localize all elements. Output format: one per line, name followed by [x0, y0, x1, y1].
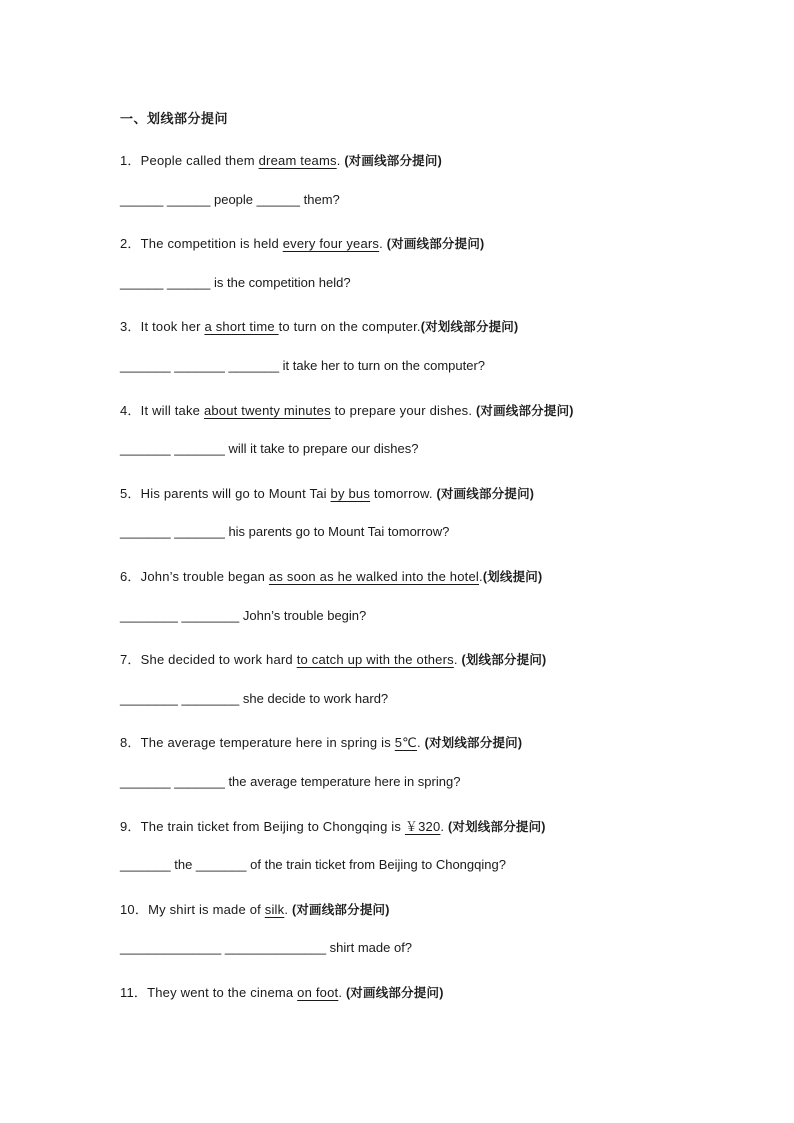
question-number: 4． — [120, 403, 141, 418]
answer-line-6: ________ ________ John’s trouble begin? — [120, 608, 367, 623]
question-text-after: tomorrow. — [370, 486, 437, 501]
answer-line-9: _______ the _______ of the train ticket from Beijing to Chongqing? — [120, 857, 506, 872]
section-title: 一、划线部分提问 — [120, 111, 229, 126]
question-text: The train ticket from Beijing to Chongqing is — [140, 819, 405, 834]
question-7 — [120, 649, 546, 668]
underlined-phrase: to catch up with the others — [296, 652, 454, 667]
question-8 — [120, 732, 522, 751]
answer-line-7: ________ ________ she decide to work hard? — [120, 691, 389, 706]
underlined-phrase: every four years — [282, 236, 380, 251]
question-number: 8． — [120, 735, 141, 750]
question-number: 3． — [120, 319, 141, 334]
question-text-after: . — [284, 902, 292, 917]
question-number: 5． — [120, 486, 141, 501]
question-11 — [120, 982, 444, 1001]
question-text-after: . — [479, 569, 483, 584]
underlined-phrase: 5℃ — [394, 735, 417, 750]
question-text: People called them — [140, 153, 259, 168]
question-text: His parents will go to Mount Tai — [140, 486, 331, 501]
answer-line-4: _______ _______ will it take to prepare our dishes? — [120, 441, 419, 456]
underlined-phrase: ￥320 — [404, 819, 441, 834]
underlined-phrase: silk — [264, 902, 285, 917]
underlined-phrase: on foot — [297, 985, 339, 1000]
question-instruction: (对划线部分提问) — [420, 320, 519, 334]
question-text-after: . — [416, 735, 425, 750]
question-10 — [120, 899, 390, 918]
question-text: She decided to work hard — [140, 652, 297, 667]
question-text: My shirt is made of — [148, 902, 265, 917]
question-text-after: . — [338, 985, 346, 1000]
question-number: 7． — [120, 652, 141, 667]
question-text-after: . — [336, 153, 345, 168]
question-instruction: (对画线部分提问) — [476, 404, 574, 418]
question-text: They went to the cinema — [147, 985, 298, 1000]
question-number: 10． — [120, 902, 149, 917]
question-text-after: . — [379, 236, 387, 251]
question-text: John’s trouble began — [140, 569, 269, 584]
question-instruction: (对画线部分提问) — [386, 237, 485, 251]
question-number: 1． — [120, 153, 141, 168]
question-text-after: . — [440, 819, 449, 834]
question-number: 6． — [120, 569, 141, 584]
underlined-phrase: by bus — [330, 486, 371, 501]
question-number: 11． — [120, 985, 148, 1000]
question-instruction: (对画线部分提问) — [436, 487, 535, 501]
question-instruction: (对划线部分提问) — [448, 820, 546, 834]
question-instruction: (对画线部分提问) — [344, 154, 442, 168]
answer-line-2: ______ ______ is the competition held? — [120, 275, 351, 290]
underlined-phrase: a short time — [204, 319, 279, 334]
question-2 — [120, 233, 484, 252]
question-number: 9． — [120, 819, 141, 834]
question-text: It took her — [140, 319, 205, 334]
question-text-after: to turn on the computer. — [278, 319, 421, 334]
question-instruction: (划线提问) — [482, 570, 543, 584]
underlined-phrase: as soon as he walked into the hotel — [268, 569, 480, 584]
underlined-phrase: dream teams — [258, 153, 337, 168]
question-5 — [120, 483, 534, 502]
question-instruction: (划线部分提问) — [461, 653, 547, 667]
question-text: It will take — [140, 403, 204, 418]
answer-line-10: ______________ ______________ shirt made of? — [120, 940, 413, 955]
question-instruction: (对划线部分提问) — [424, 736, 523, 750]
question-instruction: (对画线部分提问) — [291, 903, 390, 917]
question-1 — [120, 150, 442, 169]
answer-line-5: _______ _______ his parents go to Mount Tai tomorrow? — [120, 524, 450, 539]
question-instruction: (对画线部分提问) — [345, 986, 444, 1000]
question-text: The average temperature here in spring is — [140, 735, 395, 750]
question-9 — [120, 816, 546, 835]
question-number: 2． — [120, 236, 141, 251]
answer-line-3: _______ _______ _______ it take her to turn on the computer? — [120, 358, 486, 373]
question-text-after: to prepare your dishes. — [330, 403, 476, 418]
question-4 — [120, 400, 574, 419]
answer-line-1: ______ ______ people ______ them? — [120, 192, 340, 207]
question-text: The competition is held — [140, 236, 283, 251]
question-6 — [120, 566, 542, 585]
question-text-after: . — [453, 652, 462, 667]
underlined-phrase: about twenty minutes — [203, 403, 331, 418]
question-3 — [120, 316, 518, 335]
answer-line-8: _______ _______ the average temperature here in spring? — [120, 774, 461, 789]
